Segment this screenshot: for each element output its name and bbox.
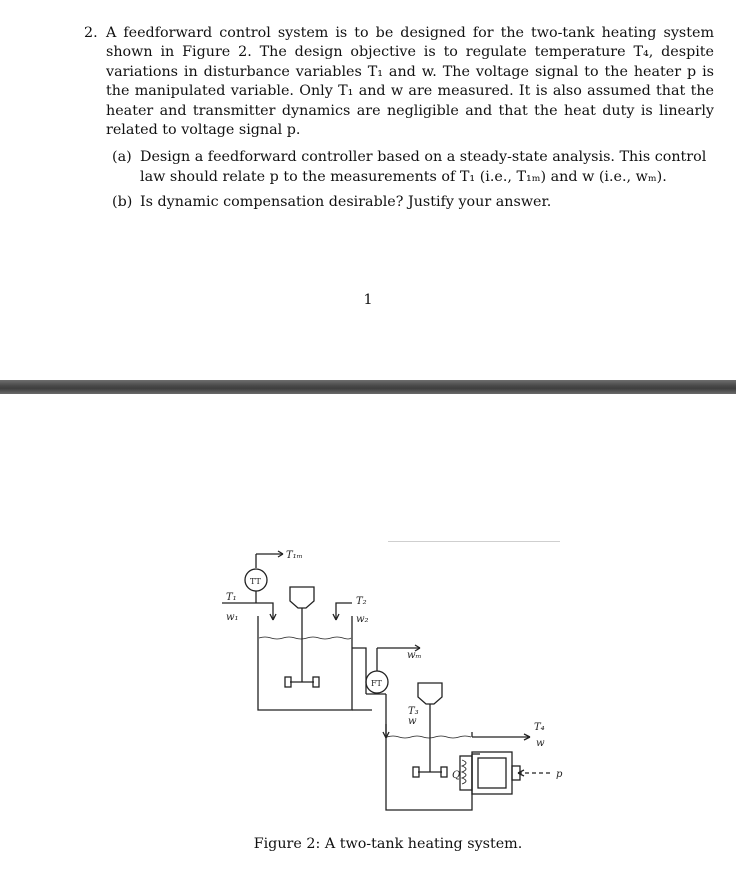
label-w2: w₂ [356, 614, 369, 625]
part-a-label: (a) [112, 149, 132, 166]
problem-text: A feedforward control system is to be designed for the two-tank heating system shown in Figure 2. The design objective is to regulate temperature T₄, despite variations in disturbance variables T₁ and w. The voltage signal to the heater p is the manipulated variable. Only T₁ and w are measured. It is also assumed that the heater and transmitter dynamics are negligible and that the heat duty is linearly related to voltage signal p. [106, 25, 714, 139]
label-w-out: w [536, 738, 545, 749]
label-t1m: T₁ₘ [286, 550, 303, 561]
mixer-2-motor [418, 683, 442, 704]
page-separator [0, 380, 736, 394]
label-t1: T₁ [226, 592, 237, 603]
label-ft: FT [371, 679, 382, 688]
problem-statement [84, 24, 714, 219]
label-w1: w₁ [226, 612, 239, 623]
figure-caption: Figure 2: A two-tank heating system. [253, 836, 523, 852]
label-wm: wₘ [407, 650, 422, 661]
page-number: 1 [363, 292, 373, 308]
two-tank-diagram [0, 394, 736, 834]
tank-2-liquid-level [387, 736, 471, 738]
label-w: w [408, 716, 417, 727]
page-1 [0, 0, 736, 380]
part-a-text: Design a feedforward controller based on a steady-state analysis. This control law should relate p to the measurements of T₁ (i.e., T₁ₘ) and w (i.e., wₘ). [140, 149, 707, 185]
label-p: p [556, 769, 563, 780]
tank-1 [258, 616, 352, 710]
label-t2: T₂ [356, 596, 367, 607]
part-b-label: (b) [112, 194, 133, 211]
heater-inner [478, 758, 506, 788]
label-tt: TT [250, 577, 261, 586]
label-t3: T₃ [408, 706, 419, 717]
part-a [112, 148, 714, 187]
heater-coil [460, 756, 472, 790]
inlet-pipe-2 [336, 603, 352, 620]
part-b [112, 193, 714, 212]
label-t4: T₄ [534, 722, 545, 733]
outlet-pipe-outer [352, 648, 366, 694]
label-q: Q [452, 770, 461, 781]
tank-1-liquid-level [259, 637, 351, 639]
page-2 [0, 394, 736, 873]
problem-number: 2. [84, 25, 98, 41]
part-b-text: Is dynamic compensation desirable? Justify your answer. [140, 194, 552, 211]
mixer-1-motor [290, 587, 314, 608]
problem-parts [112, 148, 714, 212]
